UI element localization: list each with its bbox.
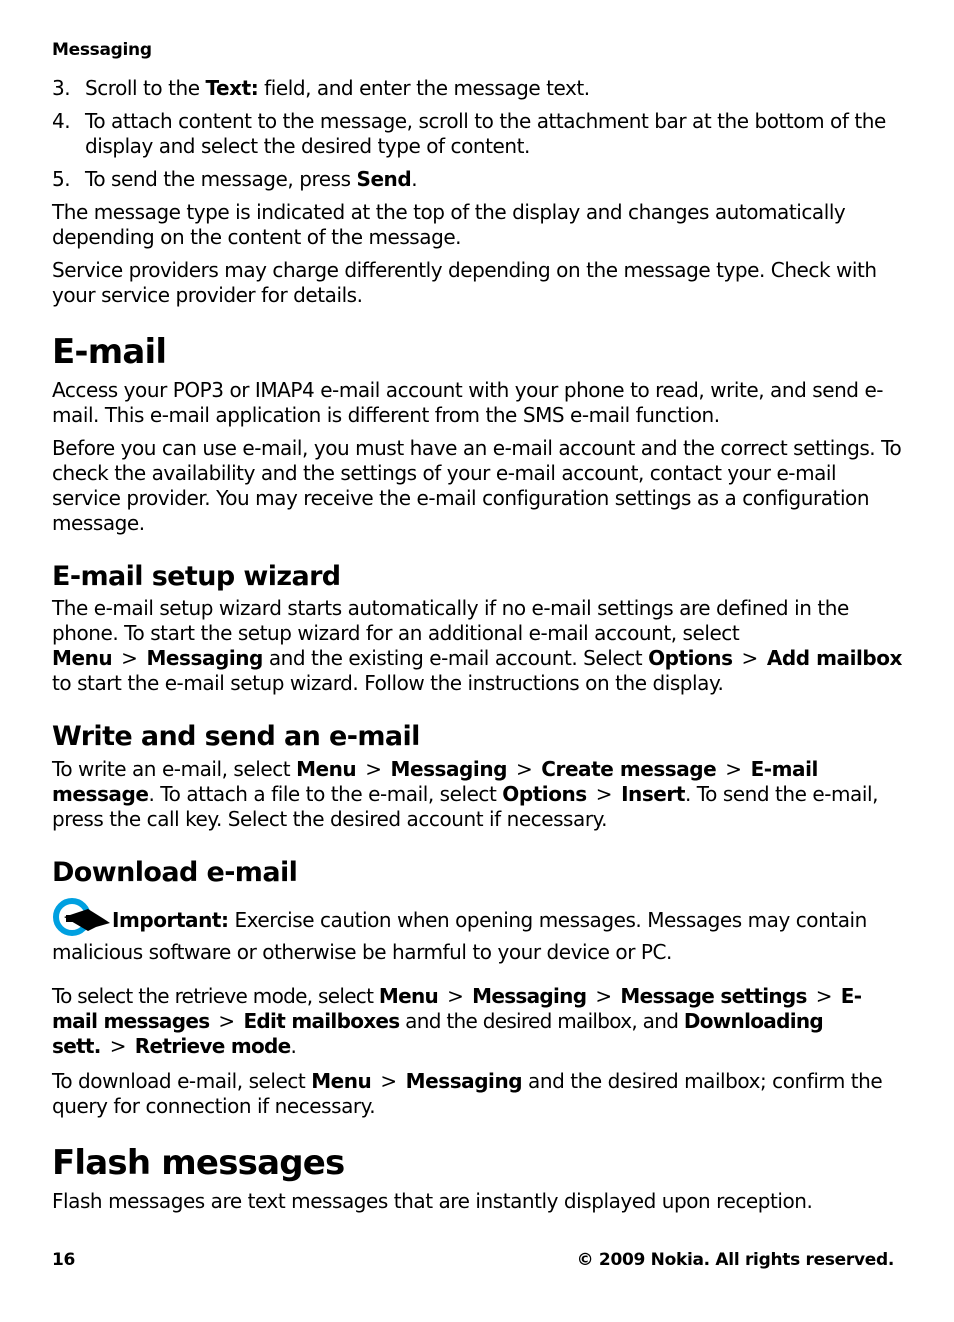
- ui-term: Add mailbox: [766, 646, 902, 670]
- list-item: [52, 76, 902, 101]
- paragraph: Before you can use e-mail, you must have an e-mail account and the correct settings. To check the availability and the settings of your e-mail account, contact your e-mail service provider. You may receive the e-mail configuration settings as a configuration message.: [52, 436, 902, 535]
- section-title-flash: Flash messages: [52, 1143, 345, 1183]
- important-label: Important:: [112, 908, 229, 932]
- paragraph: The message type is indicated at the top of the display and changes automatically depending on the content of the message.: [52, 200, 846, 249]
- ui-term: Retrieve mode: [134, 1034, 291, 1058]
- ui-term: Menu: [52, 646, 113, 670]
- paragraph: Access your POP3 or IMAP4 e-mail account with your phone to read, write, and send e-mail. This e-mail application is different from the SMS e-mail function.: [52, 378, 884, 427]
- step-text: To attach content to the message, scroll to the attachment bar at the bottom of the display and select the desired type of content.: [85, 109, 886, 158]
- paragraph: Flash messages are text messages that are instantly displayed upon reception.: [52, 1189, 813, 1213]
- step-text: Scroll to the: [85, 76, 206, 100]
- ui-term: Create message: [541, 757, 717, 781]
- page-number: 16: [52, 1250, 76, 1270]
- ui-term: Messaging: [146, 646, 263, 670]
- important-note: Important: Exercise caution when opening messages. Messages may contain malicious software or otherwise be harmful to your device or PC.: [52, 897, 902, 965]
- step-text: field, and enter the message text.: [258, 76, 590, 100]
- ui-term: Menu: [296, 757, 357, 781]
- paragraph: Service providers may charge differently depending on the message type. Check with your service provider for details.: [52, 258, 877, 307]
- ui-term: Menu: [311, 1069, 372, 1093]
- step-number: 3.: [52, 76, 71, 100]
- ui-term: Downloading sett.: [52, 1009, 824, 1058]
- paragraph: The e-mail setup wizard starts automatically if no e-mail settings are defined in the phone. To start the setup wizard for an additional e-mail account, select Menu > Messaging and the existing e-mail account. Select Options > Add mailbox to start the e-mail setup wizard. Follow the instructions on the display.: [52, 596, 902, 695]
- ui-term: Message settings: [620, 984, 807, 1008]
- running-header: Messaging: [52, 40, 152, 60]
- subsection-title-setup-wizard: E-mail setup wizard: [52, 561, 341, 592]
- subsection-title-download: Download e-mail: [52, 857, 298, 888]
- ui-term: E-mail messages: [52, 984, 862, 1033]
- step-number: 4.: [52, 109, 71, 133]
- ui-term: Options: [648, 646, 733, 670]
- ui-term: Messaging: [405, 1069, 523, 1093]
- important-pointing-hand-icon: [52, 897, 110, 939]
- ui-term: E-mail message: [52, 757, 818, 806]
- paragraph: To write an e-mail, select Menu > Messaging > Create message > E-mail message. To attach a file to the e-mail, select Options > Insert. To send the e-mail, press the call key. Select the desired account if necessary.: [52, 757, 878, 831]
- ui-term: Text:: [205, 76, 259, 100]
- paragraph: To select the retrieve mode, select Menu > Messaging > Message settings > E-mail messages > Edit mailboxes and the desired mailbox, and Downloading sett. > Retrieve mode.: [52, 984, 862, 1058]
- ui-term: Edit mailboxes: [243, 1009, 400, 1033]
- ui-term: Menu: [378, 984, 439, 1008]
- steps-list: [52, 76, 902, 200]
- ui-term: Insert: [621, 782, 685, 806]
- ui-term: Send: [356, 167, 412, 191]
- paragraph: To download e-mail, select Menu > Messaging and the desired mailbox; confirm the query for connection if necessary.: [52, 1069, 883, 1118]
- step-number: 5.: [52, 167, 71, 191]
- step-text: To send the message, press: [85, 167, 357, 191]
- list-item: [52, 109, 902, 159]
- step-text: .: [411, 167, 418, 191]
- section-title-email: E-mail: [52, 332, 167, 372]
- ui-term: Messaging: [472, 984, 587, 1008]
- copyright: © 2009 Nokia. All rights reserved.: [576, 1250, 894, 1270]
- ui-term: Options: [502, 782, 587, 806]
- ui-term: Messaging: [390, 757, 507, 781]
- list-item: [52, 167, 902, 192]
- subsection-title-write-send: Write and send an e-mail: [52, 721, 420, 752]
